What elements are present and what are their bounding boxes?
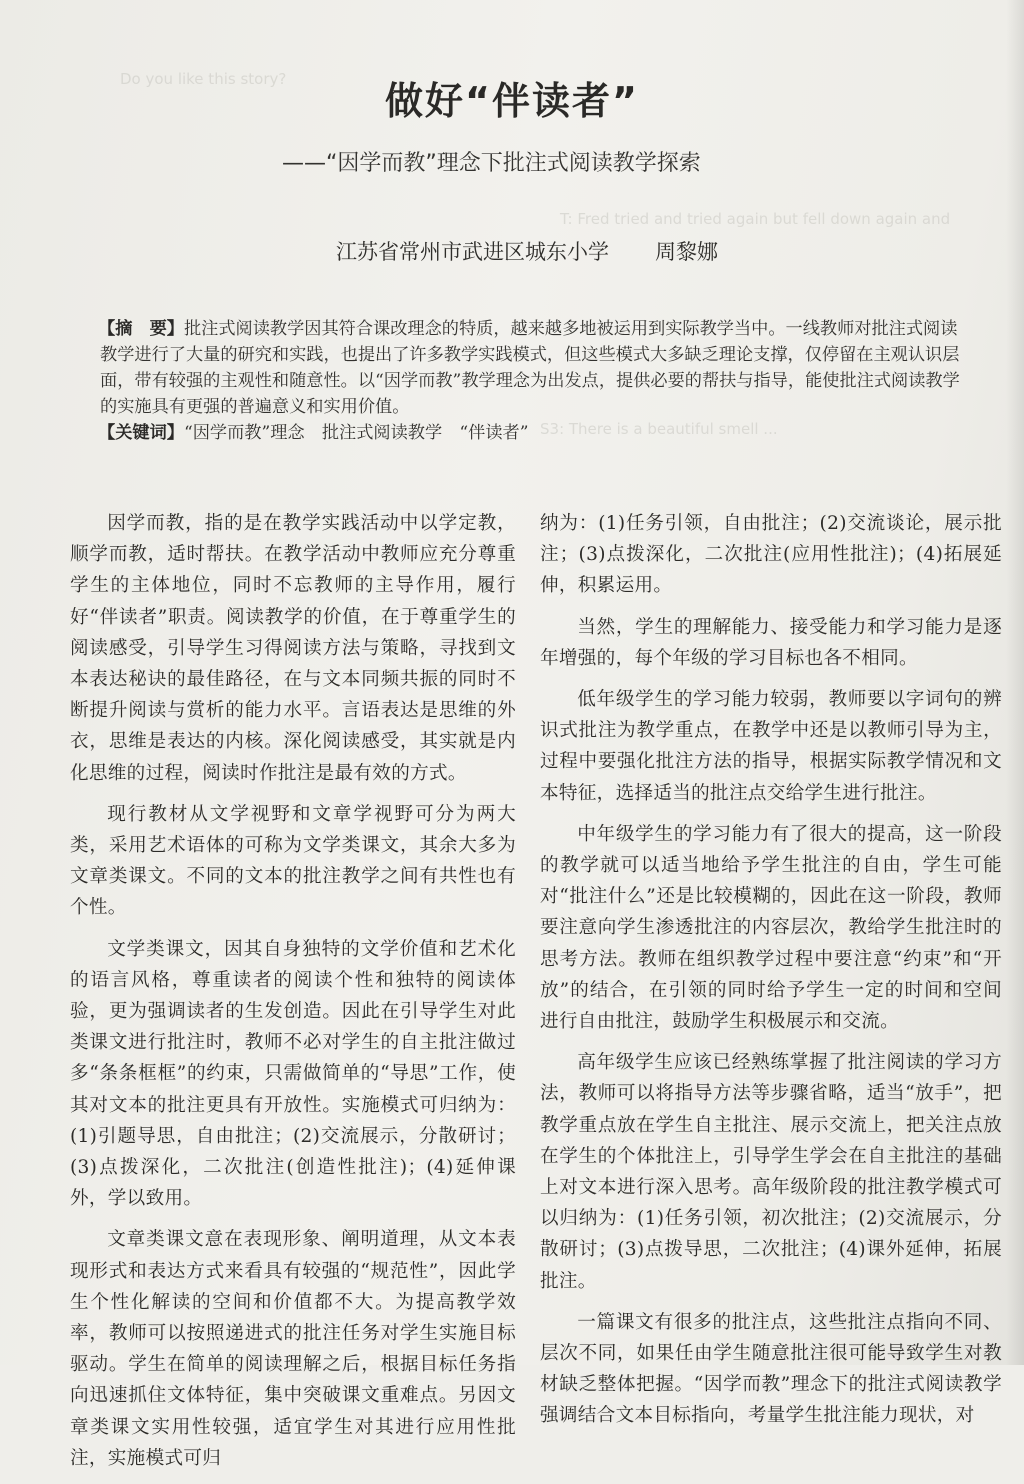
page-subtitle: ——“因学而教”理念下批注式阅读教学探索 [282, 151, 701, 176]
keywords-label: 【关键词】 [98, 423, 184, 443]
body-paragraph: 文学类课文，因其自身独特的文学价值和艺术化的语言风格，尊重读者的阅读个性和独特的阅读体验，更为强调读者的生发创造。因此在引导学生对此类课文进行批注时，教师不必对学生的自主批注做过多“条条框框”的约束，只需做简单的“导思”工作，使其对文本的批注更具有开放性。实施模式可归纳为：(1)引题导思，自由批注；(2)交流展示，分散研讨；(3)点拨深化，二次批注(创造性批注)；(4)延伸课外，学以致用。 [70, 938, 516, 1210]
abstract-block [100, 316, 960, 446]
body-column-right [540, 508, 1002, 1442]
body-column-left [70, 508, 516, 1484]
body-paragraph: 低年级学生的学习能力较弱，教师要以字词句的辨识式批注为教学重点，在教学中还是以教师引导为主，过程中要强化批注方法的指导，根据实际教学情况和文本特征，选择适当的批注点交给学生进行批注。 [540, 689, 1002, 804]
keywords-paragraph [100, 420, 960, 446]
abstract-paragraph [100, 316, 960, 420]
page-edge-shadow [1006, 0, 1024, 1365]
abstract-label: 【摘 要】 [98, 319, 184, 339]
keywords-text: “因学而教”理念 批注式阅读教学 “伴读者” [183, 423, 529, 443]
bleed-through-text: S3: There is a beautiful smell ... [540, 420, 778, 438]
author-affiliation: 江苏省常州市武进区城东小学 [336, 240, 609, 264]
author-name: 周黎娜 [655, 240, 718, 264]
author-line [336, 236, 718, 266]
body-paragraph: 纳为：(1)任务引领，自由批注；(2)交流谈论，展示批注；(3)点拨深化，二次批注(应用性批注)；(4)拓展延伸，积累运用。 [540, 513, 1002, 597]
body-paragraph: 高年级学生应该已经熟练掌握了批注阅读的学习方法，教师可以将指导方法等步骤省略，适当“放手”，把教学重点放在学生自主批注、展示交流上，把关注点放在学生的个体批注上，引导学生学会在自主批注的基础上对文本进行深入思考。高年级阶段的批注教学模式可以归纳为：(1)任务引领，初次批注；(2)交流展示，分散研讨；(3)点拨导思，二次批注；(4)课外延伸，拓展批注。 [540, 1052, 1002, 1292]
page-title: 做好“伴读者” [385, 79, 639, 123]
abstract-text: 批注式阅读教学因其符合课改理念的特质，越来越多地被运用到实际教学当中。一线教师对批注式阅读教学进行了大量的研究和实践，也提出了许多教学实践模式，但这些模式大多缺乏理论支撑，仅停留在主观认识层面，带有较强的主观性和随意性。以“因学而教”教学理念为出发点，提供必要的帮扶与指导，能使批注式阅读教学的实施具有更强的普遍意义和实用价值。 [100, 319, 960, 417]
body-paragraph: 现行教材从文学视野和文章学视野可分为两大类，采用艺术语体的可称为文学类课文，其余大多为文章类课文。不同的文本的批注教学之间有共性也有个性。 [70, 803, 516, 919]
body-paragraph: 当然，学生的理解能力、接受能力和学习能力是逐年增强的，每个年级的学习目标也各不相同。 [540, 616, 1002, 669]
bleed-through-text: T: Fred tried and tried again but fell down again and [560, 210, 951, 228]
body-paragraph: 文章类课文意在表现形象、阐明道理，从文本表现形式和表达方式来看具有较强的“规范性”，因此学生个性化解读的空间和价值都不大。为提高教学效率，教师可以按照递进式的批注任务对学生实施目标驱动。学生在简单的阅读理解之后，根据目标任务指向迅速抓住文体特征，集中突破课文重难点。另因文章类课文实用性较强，适宜学生对其进行应用性批注，实施模式可归 [70, 1229, 516, 1469]
body-paragraph: 因学而教，指的是在教学实践活动中以学定教，顺学而教，适时帮扶。在教学活动中教师应充分尊重学生的主体地位，同时不忘教师的主导作用，履行好“伴读者”职责。阅读教学的价值，在于尊重学生的阅读感受，引导学生习得阅读方法与策略，寻找到文本表达秘诀的最佳路径，在与文本同频共振的同时不断提升阅读与赏析的能力水平。言语表达是思维的外衣，思维是表达的内核。深化阅读感受，其实就是内化思维的过程，阅读时作批注是最有效的方式。 [70, 513, 516, 784]
body-paragraph: 一篇课文有很多的批注点，这些批注点指向不同、层次不同，如果任由学生随意批注很可能导致学生对教材缺乏整体把握。“因学而教”理念下的批注式阅读教学强调结合文本目标指向，考量学生批注能力现状，对 [540, 1311, 1002, 1427]
bleed-through-text: Do you like this story? [120, 70, 287, 88]
body-paragraph: 中年级学生的学习能力有了很大的提高，这一阶段的教学就可以适当地给予学生批注的自由，学生可能对“批注什么”还是比较模糊的，因此在这一阶段，教师要注意向学生渗透批注的内容层次，教给学生批注时的思考方法。教师在组织教学过程中要注意“约束”和“开放”的结合，在引领的同时给予学生一定的时间和空间进行自由批注，鼓励学生积极展示和交流。 [540, 823, 1002, 1033]
